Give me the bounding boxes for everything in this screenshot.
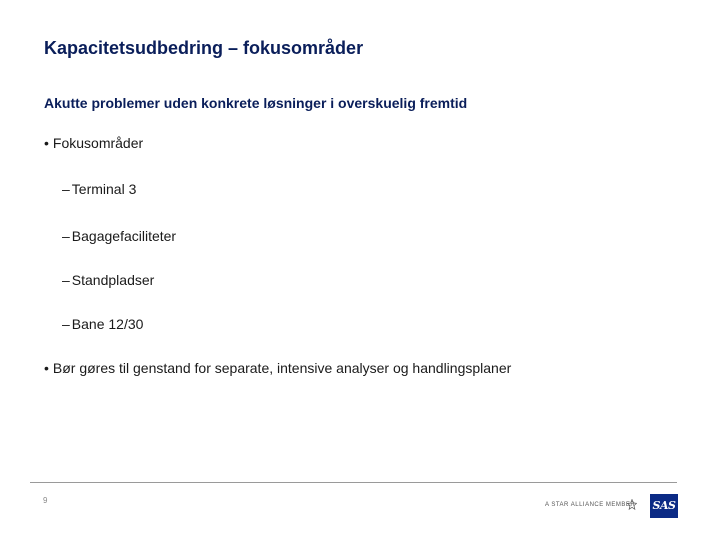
sub-item-stands xyxy=(62,272,154,288)
slide-subtitle: Akutte problemer uden konkrete løsninger i overskuelig fremtid xyxy=(44,95,468,111)
page-number: 9 xyxy=(43,496,48,505)
sub-item-runway xyxy=(62,316,143,332)
slide-title: Kapacitetsudbedring – fokusområder xyxy=(44,38,364,58)
bullet-text: Bør gøres til genstand for separate, intensive analyser og handlingsplaner xyxy=(52,360,512,376)
footer-divider xyxy=(30,482,677,483)
sub-item-text: Standpladser xyxy=(71,272,155,288)
bullet-text: Fokusområder xyxy=(52,135,144,151)
bullet-mark: • xyxy=(44,135,49,151)
sub-item-dash: – xyxy=(62,181,70,197)
bullet-focus-areas xyxy=(44,135,143,151)
sas-logo: SAS xyxy=(650,494,678,518)
star-alliance-icon xyxy=(627,499,637,511)
bullet-mark: • xyxy=(44,360,49,376)
sub-item-terminal xyxy=(62,181,136,197)
bullet-analyses xyxy=(44,360,511,376)
sub-item-text: Bane 12/30 xyxy=(71,316,144,332)
sub-item-baggage xyxy=(62,228,176,244)
sub-item-text: Terminal 3 xyxy=(71,181,137,197)
alliance-text: A STAR ALLIANCE MEMBER xyxy=(545,502,636,508)
sub-item-dash: – xyxy=(62,228,70,244)
sub-item-dash: – xyxy=(62,316,70,332)
sub-item-dash: – xyxy=(62,272,70,288)
sub-item-text: Bagagefaciliteter xyxy=(71,228,177,244)
